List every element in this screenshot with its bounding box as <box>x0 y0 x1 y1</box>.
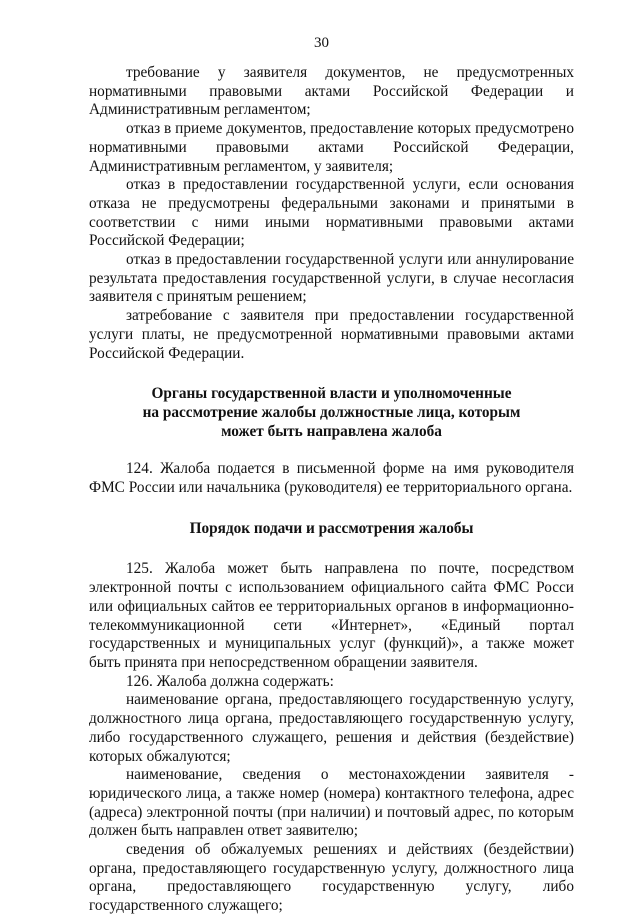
section-heading-authorities <box>89 385 574 441</box>
paragraph-126-authority-name: наименование органа, предоставляющего государственную услугу, должностного лица органа, предоставляющего государственную услугу, либо государственного служащего, решения и действия (бездействие) которых обжалуются; <box>89 691 574 765</box>
section-heading-procedure: Порядок подачи и рассмотрения жалобы <box>189 519 474 537</box>
paragraph-service-refusal: отказ в предоставлении государственной услуги, если основания отказа не предусмотрены федеральными законами и принятыми в соответствии с ними иными нормативными правовыми актами Российской Федерации; <box>89 176 574 250</box>
heading-line: Органы государственной власти и уполномоченные <box>151 385 512 403</box>
paragraph-126-applicant-info: наименование, сведения о местонахождении заявителя - юридического лица, а также номер (номера) контактного телефона, адрес (адреса) электронной почты (при наличии) и почтовый адрес, по которым должен быть направлен ответ заявителю; <box>89 766 574 840</box>
paragraph-124: 124. Жалоба подается в письменной форме на имя руководителя ФМС России или начальника (руководителя) ее территориального органа. <box>89 460 574 497</box>
paragraph-result-annulment: отказ в предоставлении государственной услуги или аннулирование результата предоставления государственной услуги, в случае несогласия заявителя с принятым решением; <box>89 251 574 306</box>
paragraph-document-refusal: отказ в приеме документов, предоставление которых предусмотрено нормативными правовыми актами Российской Федерации, Административным регламентом, у заявителя; <box>89 120 574 175</box>
paragraph-126-appealed-decisions: сведения об обжалуемых решениях и действиях (бездействии) органа, предоставляющего государственную услугу, должностного лица органа, предоставляющего государственную услугу, либо государственного служащего; <box>89 841 574 915</box>
heading-line: может быть направлена жалоба <box>221 422 442 440</box>
paragraph-fee-demand: затребование с заявителя при предоставлении государственной услуги платы, не предусмотренной нормативными правовыми актами Российской Федерации. <box>89 307 574 362</box>
paragraph-document-requirement: требование у заявителя документов, не предусмотренных нормативными правовыми актами Российской Федерации и Административным регламентом; <box>89 64 574 119</box>
paragraph-126: 126. Жалоба должна содержать: <box>126 672 334 690</box>
page-number: 30 <box>314 35 329 51</box>
heading-line: на рассмотрение жалобы должностные лица, которым <box>142 403 521 421</box>
paragraph-125: 125. Жалоба может быть направлена по почте, посредством электронной почты с использованием официального сайта ФМС Росси или официальных сайтов ее территориальных органов в информационно-телекоммуникационной сети «Интернет», «Единый портал государственных и муниципальных услуг (функций)», а также может быть принята при непосредственном обращении заявителя. <box>89 560 574 671</box>
